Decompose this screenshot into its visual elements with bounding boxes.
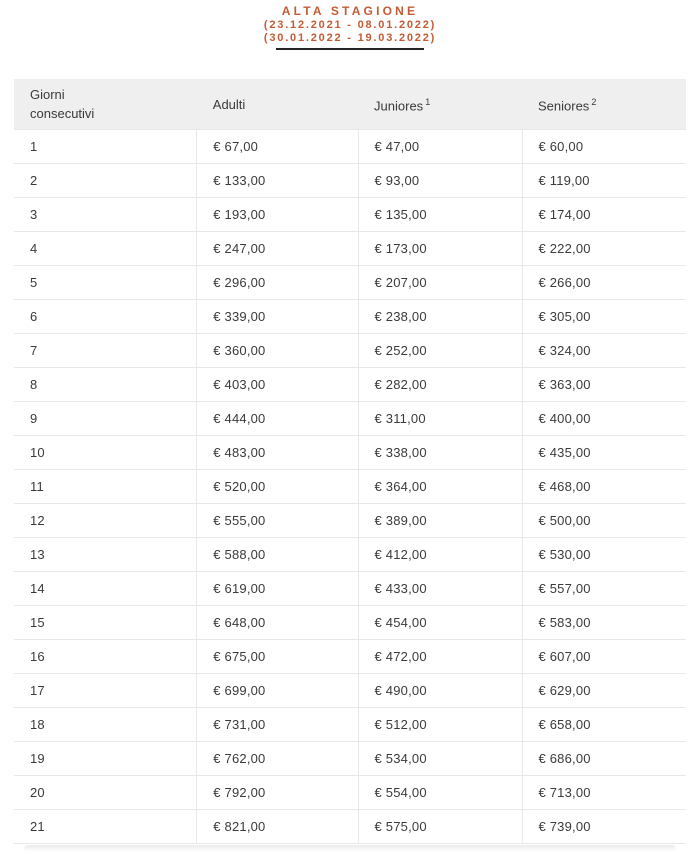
cell-days: 8	[14, 368, 197, 402]
cell-juniores-price: € 364,00	[358, 470, 522, 504]
cell-seniores-price: € 324,00	[522, 334, 686, 368]
cell-seniores-price: € 305,00	[522, 300, 686, 334]
cell-seniores-price: € 363,00	[522, 368, 686, 402]
cell-days: 19	[14, 742, 197, 776]
table-row	[14, 810, 686, 844]
cell-days: 11	[14, 470, 197, 504]
cell-seniores-price: € 222,00	[522, 232, 686, 266]
cell-seniores-price: € 266,00	[522, 266, 686, 300]
cell-days: 21	[14, 810, 197, 844]
cell-juniores-price: € 207,00	[358, 266, 522, 300]
cell-days: 4	[14, 232, 197, 266]
price-table-body	[14, 130, 686, 844]
header-row	[14, 79, 686, 130]
cell-juniores-price: € 238,00	[358, 300, 522, 334]
season-underline	[276, 48, 424, 50]
cell-days: 15	[14, 606, 197, 640]
table-row	[14, 504, 686, 538]
cell-days: 3	[14, 198, 197, 232]
cell-days: 18	[14, 708, 197, 742]
table-row	[14, 266, 686, 300]
cell-days: 16	[14, 640, 197, 674]
table-row	[14, 164, 686, 198]
cell-adulti-price: € 133,00	[197, 164, 358, 198]
cell-adulti-price: € 247,00	[197, 232, 358, 266]
table-row	[14, 572, 686, 606]
table-row	[14, 470, 686, 504]
cell-juniores-price: € 311,00	[358, 402, 522, 436]
cell-days: 13	[14, 538, 197, 572]
cell-adulti-price: € 619,00	[197, 572, 358, 606]
cell-days: 7	[14, 334, 197, 368]
cell-seniores-price: € 468,00	[522, 470, 686, 504]
cell-seniores-price: € 739,00	[522, 810, 686, 844]
cell-adulti-price: € 296,00	[197, 266, 358, 300]
cell-juniores-price: € 173,00	[358, 232, 522, 266]
season-header	[0, 0, 700, 50]
cell-seniores-price: € 60,00	[522, 130, 686, 164]
cell-adulti-price: € 339,00	[197, 300, 358, 334]
cell-adulti-price: € 483,00	[197, 436, 358, 470]
column-header-label: Seniores	[538, 98, 590, 114]
cell-seniores-price: € 530,00	[522, 538, 686, 572]
cell-seniores-price: € 557,00	[522, 572, 686, 606]
cell-seniores-price: € 400,00	[522, 402, 686, 436]
cell-adulti-price: € 821,00	[197, 810, 358, 844]
table-row	[14, 300, 686, 334]
cell-adulti-price: € 792,00	[197, 776, 358, 810]
table-row	[14, 198, 686, 232]
cell-juniores-price: € 490,00	[358, 674, 522, 708]
cell-days: 14	[14, 572, 197, 606]
cell-seniores-price: € 629,00	[522, 674, 686, 708]
table-row	[14, 674, 686, 708]
column-header-adulti	[197, 79, 358, 130]
cell-days: 2	[14, 164, 197, 198]
cell-juniores-price: € 338,00	[358, 436, 522, 470]
cell-days: 20	[14, 776, 197, 810]
cell-seniores-price: € 658,00	[522, 708, 686, 742]
price-table	[14, 79, 686, 844]
cell-juniores-price: € 412,00	[358, 538, 522, 572]
cell-juniores-price: € 47,00	[358, 130, 522, 164]
column-header-label: Giorni consecutivi	[30, 87, 95, 121]
column-header-seniores	[522, 79, 686, 130]
price-table-wrap	[14, 79, 686, 852]
season-date-range-2: (30.01.2022 - 19.03.2022)	[263, 32, 437, 44]
table-row	[14, 436, 686, 470]
column-header-label: Juniores	[374, 98, 424, 114]
cell-seniores-price: € 435,00	[522, 436, 686, 470]
cell-days: 10	[14, 436, 197, 470]
cell-juniores-price: € 472,00	[358, 640, 522, 674]
cell-adulti-price: € 555,00	[197, 504, 358, 538]
table-row	[14, 742, 686, 776]
cell-adulti-price: € 360,00	[197, 334, 358, 368]
cell-seniores-price: € 713,00	[522, 776, 686, 810]
table-row	[14, 606, 686, 640]
cell-seniores-price: € 119,00	[522, 164, 686, 198]
table-row	[14, 334, 686, 368]
cell-juniores-price: € 534,00	[358, 742, 522, 776]
cell-juniores-price: € 554,00	[358, 776, 522, 810]
cell-juniores-price: € 454,00	[358, 606, 522, 640]
price-table-header	[14, 79, 686, 130]
footnote-marker-1: 1	[425, 96, 431, 107]
cell-juniores-price: € 433,00	[358, 572, 522, 606]
cell-days: 1	[14, 130, 197, 164]
column-header-label: Adulti	[212, 96, 246, 112]
cell-adulti-price: € 444,00	[197, 402, 358, 436]
cell-seniores-price: € 686,00	[522, 742, 686, 776]
cell-adulti-price: € 762,00	[197, 742, 358, 776]
cell-adulti-price: € 731,00	[197, 708, 358, 742]
cell-juniores-price: € 282,00	[358, 368, 522, 402]
column-header-juniores	[358, 79, 522, 130]
cell-seniores-price: € 607,00	[522, 640, 686, 674]
table-row	[14, 232, 686, 266]
cell-adulti-price: € 699,00	[197, 674, 358, 708]
table-row	[14, 538, 686, 572]
cell-adulti-price: € 67,00	[197, 130, 358, 164]
table-row	[14, 368, 686, 402]
cell-seniores-price: € 174,00	[522, 198, 686, 232]
table-row	[14, 130, 686, 164]
cell-seniores-price: € 583,00	[522, 606, 686, 640]
table-row	[14, 640, 686, 674]
cell-days: 5	[14, 266, 197, 300]
table-bottom-strip	[24, 845, 676, 852]
cell-days: 12	[14, 504, 197, 538]
cell-juniores-price: € 93,00	[358, 164, 522, 198]
table-row	[14, 708, 686, 742]
column-header-giorni-consecutivi	[14, 79, 197, 130]
cell-juniores-price: € 512,00	[358, 708, 522, 742]
cell-adulti-price: € 588,00	[197, 538, 358, 572]
cell-juniores-price: € 252,00	[358, 334, 522, 368]
cell-days: 6	[14, 300, 197, 334]
cell-adulti-price: € 675,00	[197, 640, 358, 674]
cell-adulti-price: € 520,00	[197, 470, 358, 504]
cell-days: 17	[14, 674, 197, 708]
cell-juniores-price: € 575,00	[358, 810, 522, 844]
table-row	[14, 776, 686, 810]
season-title: ALTA STAGIONE	[281, 4, 419, 18]
cell-adulti-price: € 403,00	[197, 368, 358, 402]
cell-days: 9	[14, 402, 197, 436]
cell-adulti-price: € 648,00	[197, 606, 358, 640]
cell-adulti-price: € 193,00	[197, 198, 358, 232]
footnote-marker-2: 2	[591, 96, 597, 107]
cell-juniores-price: € 135,00	[358, 198, 522, 232]
cell-juniores-price: € 389,00	[358, 504, 522, 538]
table-row	[14, 402, 686, 436]
season-date-range-1: (23.12.2021 - 08.01.2022)	[263, 19, 437, 31]
cell-seniores-price: € 500,00	[522, 504, 686, 538]
